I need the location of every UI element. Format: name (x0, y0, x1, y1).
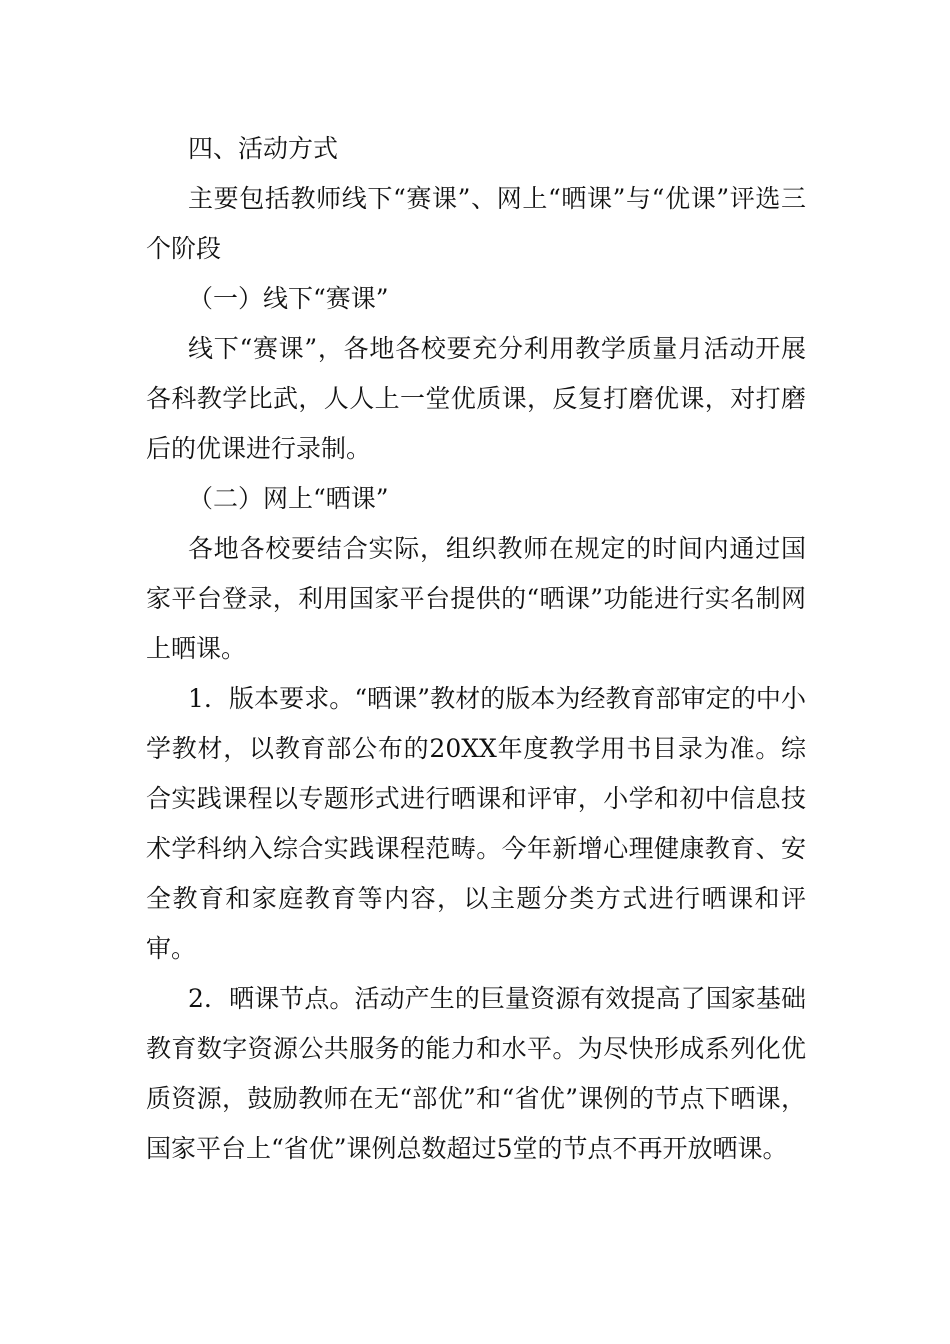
section-title: 四、活动方式 (188, 134, 339, 163)
document-body (146, 124, 806, 1174)
intro-paragraph: 主要包括教师线下“赛课”、网上“晒课”与“优课”评选三个阶段 (146, 184, 806, 263)
online-paragraph: 各地各校要结合实际，组织教师在规定的时间内通过国家平台登录，利用国家平台提供的“晒课”功能进行实名制网上晒课。 (146, 534, 806, 663)
item-node-rules: 2．晒课节点。活动产生的巨量资源有效提高了国家基础教育数字资源公共服务的能力和水平。为尽快形成系列化优质资源，鼓励教师在无“部优”和“省优”课例的节点下晒课，国家平台上“省优”课例总数超过5堂的节点不再开放晒课。 (146, 984, 806, 1163)
subsection-title-online: （二）网上“晒课” (188, 484, 389, 513)
subsection-title-offline: （一）线下“赛课” (188, 284, 389, 313)
offline-paragraph: 线下“赛课”，各地各校要充分利用教学质量月活动开展各科教学比武，人人上一堂优质课，反复打磨优课，对打磨后的优课进行录制。 (146, 334, 806, 463)
item-version-requirement: 1．版本要求。“晒课”教材的版本为经教育部审定的中小学教材，以教育部公布的20XX年度教学用书目录为准。综合实践课程以专题形式进行晒课和评审，小学和初中信息技术学科纳入综合实践课程范畴。今年新增心理健康教育、安全教育和家庭教育等内容，以主题分类方式进行晒课和评审。 (146, 684, 806, 963)
